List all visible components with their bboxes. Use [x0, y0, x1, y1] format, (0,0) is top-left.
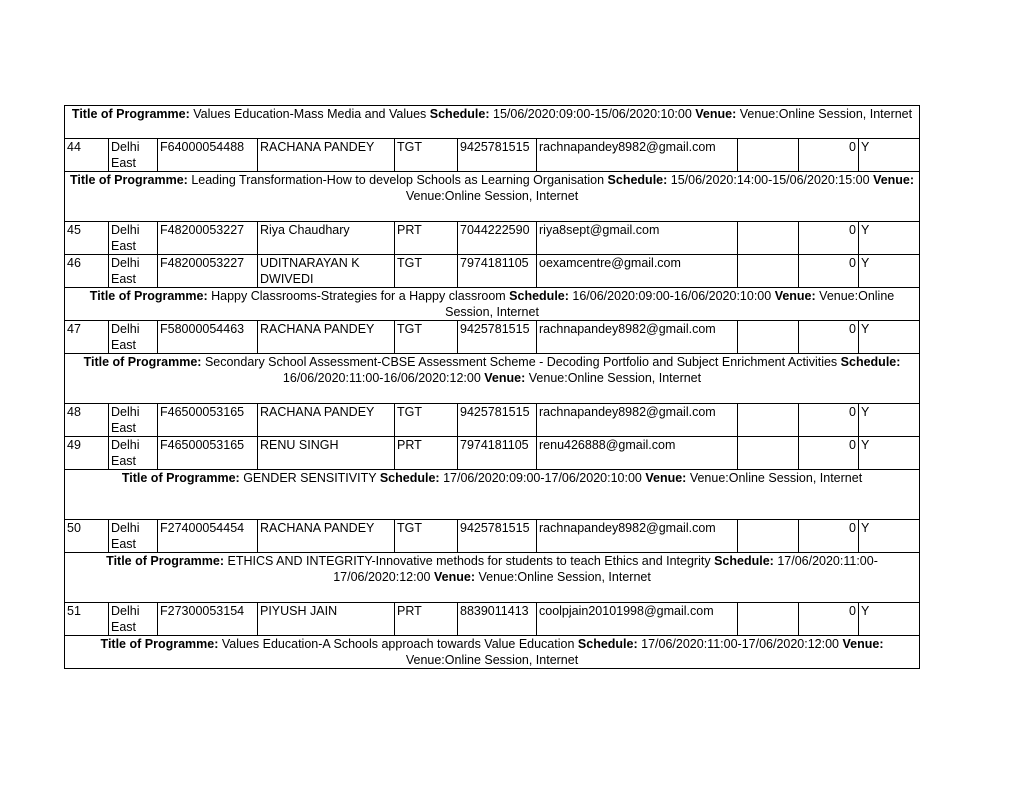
mobile-cell: 7974181105: [458, 437, 537, 470]
district-cell: Delhi East: [109, 139, 158, 172]
programme-title: Values Education-Mass Media and Values: [193, 107, 427, 121]
schedule-label: Schedule:: [607, 173, 668, 187]
district-cell: Delhi East: [109, 437, 158, 470]
district-cell: Delhi East: [109, 255, 158, 288]
schedule-label: Schedule:: [429, 107, 490, 121]
flag-cell: Y: [859, 321, 920, 354]
code-cell: F58000054463: [158, 321, 258, 354]
mobile-cell: 8839011413: [458, 603, 537, 636]
programme-info: [65, 172, 920, 222]
schedule-label: Schedule:: [714, 554, 774, 568]
programme-venue: Venue:Online Session, Internet: [689, 471, 863, 485]
serial-number-cell: 51: [65, 603, 109, 636]
programme-venue: Venue:Online Session, Internet: [405, 653, 579, 667]
programme-info: [65, 553, 920, 603]
programme-title: Happy Classrooms-Strategies for a Happy classroom: [211, 289, 506, 303]
programme-schedule: 16/06/2020:11:00-16/06/2020:12:00: [282, 371, 481, 385]
code-cell: F48200053227: [158, 255, 258, 288]
programme-schedule: 15/06/2020:09:00-15/06/2020:10:00: [493, 107, 692, 121]
serial-number-cell: 44: [65, 139, 109, 172]
mobile-cell: 9425781515: [458, 139, 537, 172]
count-cell: 0: [799, 321, 859, 354]
schedule-label: Schedule:: [840, 355, 901, 369]
mobile-cell: 7044222590: [458, 222, 537, 255]
venue-label: Venue:: [774, 289, 816, 303]
programme-title: Secondary School Assessment-CBSE Assessment Scheme - Decoding Portfolio and Subject Enrichment Activities: [204, 355, 838, 369]
schedule-label: Schedule:: [379, 471, 440, 485]
district-cell: Delhi East: [109, 520, 158, 553]
venue-label: Venue:: [695, 107, 737, 121]
serial-number-cell: 46: [65, 255, 109, 288]
code-cell: F46500053165: [158, 437, 258, 470]
email-cell: rachnapandey8982@gmail.com: [537, 520, 738, 553]
count-cell: 0: [799, 139, 859, 172]
programme-info: [65, 106, 920, 139]
venue-label: Venue:: [873, 173, 915, 187]
mobile-cell: 9425781515: [458, 321, 537, 354]
programme-schedule: 15/06/2020:14:00-15/06/2020:15:00: [670, 173, 870, 187]
programme-info: [65, 288, 920, 321]
name-cell: RENU SINGH: [258, 437, 395, 470]
email-cell: oexamcentre@gmail.com: [537, 255, 738, 288]
programme-header-row: [65, 470, 920, 520]
blank-cell: [738, 404, 799, 437]
post-cell: PRT: [395, 437, 458, 470]
count-cell: 0: [799, 437, 859, 470]
programme-venue: Venue:Online Session, Internet: [445, 289, 895, 319]
code-cell: F27300053154: [158, 603, 258, 636]
code-cell: F48200053227: [158, 222, 258, 255]
flag-cell: Y: [859, 255, 920, 288]
serial-number-cell: 45: [65, 222, 109, 255]
venue-label: Venue:: [484, 371, 526, 385]
email-cell: riya8sept@gmail.com: [537, 222, 738, 255]
table-row: [65, 222, 920, 255]
venue-label: Venue:: [434, 570, 475, 584]
flag-cell: Y: [859, 222, 920, 255]
serial-number-cell: 50: [65, 520, 109, 553]
programme-title: GENDER SENSITIVITY: [243, 471, 377, 485]
programme-header-row: [65, 553, 920, 603]
count-cell: 0: [799, 222, 859, 255]
district-cell: Delhi East: [109, 321, 158, 354]
table-row: [65, 139, 920, 172]
programme-header-row: [65, 354, 920, 404]
blank-cell: [738, 255, 799, 288]
blank-cell: [738, 437, 799, 470]
programme-title: Values Education-A Schools approach towards Value Education: [221, 637, 575, 651]
count-cell: 0: [799, 603, 859, 636]
programme-venue: Venue:Online Session, Internet: [405, 189, 579, 203]
email-cell: coolpjain20101998@gmail.com: [537, 603, 738, 636]
table-row: [65, 255, 920, 288]
mobile-cell: 9425781515: [458, 520, 537, 553]
mobile-cell: 7974181105: [458, 255, 537, 288]
programme-venue: Venue:Online Session, Internet: [528, 371, 702, 385]
programme-info: [65, 470, 920, 520]
programme-schedule: 17/06/2020:11:00-17/06/2020:12:00: [333, 554, 878, 584]
programme-title: ETHICS AND INTEGRITY-Innovative methods for students to teach Ethics and Integrity: [227, 554, 711, 568]
mobile-cell: 9425781515: [458, 404, 537, 437]
blank-cell: [738, 139, 799, 172]
flag-cell: Y: [859, 139, 920, 172]
programme-venue: Venue:Online Session, Internet: [478, 570, 651, 584]
email-cell: rachnapandey8982@gmail.com: [537, 321, 738, 354]
code-cell: F64000054488: [158, 139, 258, 172]
table-row: [65, 603, 920, 636]
count-cell: 0: [799, 255, 859, 288]
name-cell: Riya Chaudhary: [258, 222, 395, 255]
programme-schedule: 16/06/2020:09:00-16/06/2020:10:00: [572, 289, 772, 303]
name-cell: RACHANA PANDEY: [258, 520, 395, 553]
post-cell: TGT: [395, 404, 458, 437]
schedule-label: Schedule:: [509, 289, 569, 303]
table-row: [65, 437, 920, 470]
code-cell: F27400054454: [158, 520, 258, 553]
blank-cell: [738, 321, 799, 354]
programme-header-row: [65, 172, 920, 222]
post-cell: TGT: [395, 139, 458, 172]
serial-number-cell: 49: [65, 437, 109, 470]
table-row: [65, 520, 920, 553]
table-row: [65, 321, 920, 354]
programme-venue: Venue:Online Session, Internet: [739, 107, 913, 121]
flag-cell: Y: [859, 603, 920, 636]
table-body: [65, 106, 920, 669]
name-cell: UDITNARAYAN K DWIVEDI: [258, 255, 395, 288]
programme-title-label: Title of Programme:: [89, 289, 208, 303]
programme-header-row: [65, 636, 920, 669]
post-cell: TGT: [395, 255, 458, 288]
district-cell: Delhi East: [109, 222, 158, 255]
programme-title-label: Title of Programme:: [121, 471, 240, 485]
post-cell: TGT: [395, 321, 458, 354]
programme-title-label: Title of Programme:: [106, 554, 225, 568]
name-cell: PIYUSH JAIN: [258, 603, 395, 636]
venue-label: Venue:: [645, 471, 687, 485]
name-cell: RACHANA PANDEY: [258, 404, 395, 437]
name-cell: RACHANA PANDEY: [258, 139, 395, 172]
blank-cell: [738, 222, 799, 255]
programme-title-label: Title of Programme:: [71, 107, 190, 121]
schedule-label: Schedule:: [577, 637, 638, 651]
post-cell: PRT: [395, 603, 458, 636]
count-cell: 0: [799, 520, 859, 553]
serial-number-cell: 48: [65, 404, 109, 437]
flag-cell: Y: [859, 404, 920, 437]
programme-header-row: [65, 288, 920, 321]
name-cell: RACHANA PANDEY: [258, 321, 395, 354]
programme-title-label: Title of Programme:: [83, 355, 202, 369]
venue-label: Venue:: [842, 637, 884, 651]
email-cell: renu426888@gmail.com: [537, 437, 738, 470]
blank-cell: [738, 603, 799, 636]
district-cell: Delhi East: [109, 404, 158, 437]
post-cell: TGT: [395, 520, 458, 553]
programme-title-label: Title of Programme:: [100, 637, 219, 651]
table-row: [65, 404, 920, 437]
count-cell: 0: [799, 404, 859, 437]
district-cell: Delhi East: [109, 603, 158, 636]
programme-info: [65, 354, 920, 404]
flag-cell: Y: [859, 520, 920, 553]
post-cell: PRT: [395, 222, 458, 255]
flag-cell: Y: [859, 437, 920, 470]
programme-info: [65, 636, 920, 669]
programme-title: Leading Transformation-How to develop Schools as Learning Organisation: [191, 173, 605, 187]
serial-number-cell: 47: [65, 321, 109, 354]
programme-title-label: Title of Programme:: [69, 173, 188, 187]
blank-cell: [738, 520, 799, 553]
email-cell: rachnapandey8982@gmail.com: [537, 404, 738, 437]
programme-schedule: 17/06/2020:09:00-17/06/2020:10:00: [443, 471, 642, 485]
email-cell: rachnapandey8982@gmail.com: [537, 139, 738, 172]
participants-table: [64, 105, 920, 669]
programme-header-row: [65, 106, 920, 139]
code-cell: F46500053165: [158, 404, 258, 437]
programme-schedule: 17/06/2020:11:00-17/06/2020:12:00: [641, 637, 840, 651]
